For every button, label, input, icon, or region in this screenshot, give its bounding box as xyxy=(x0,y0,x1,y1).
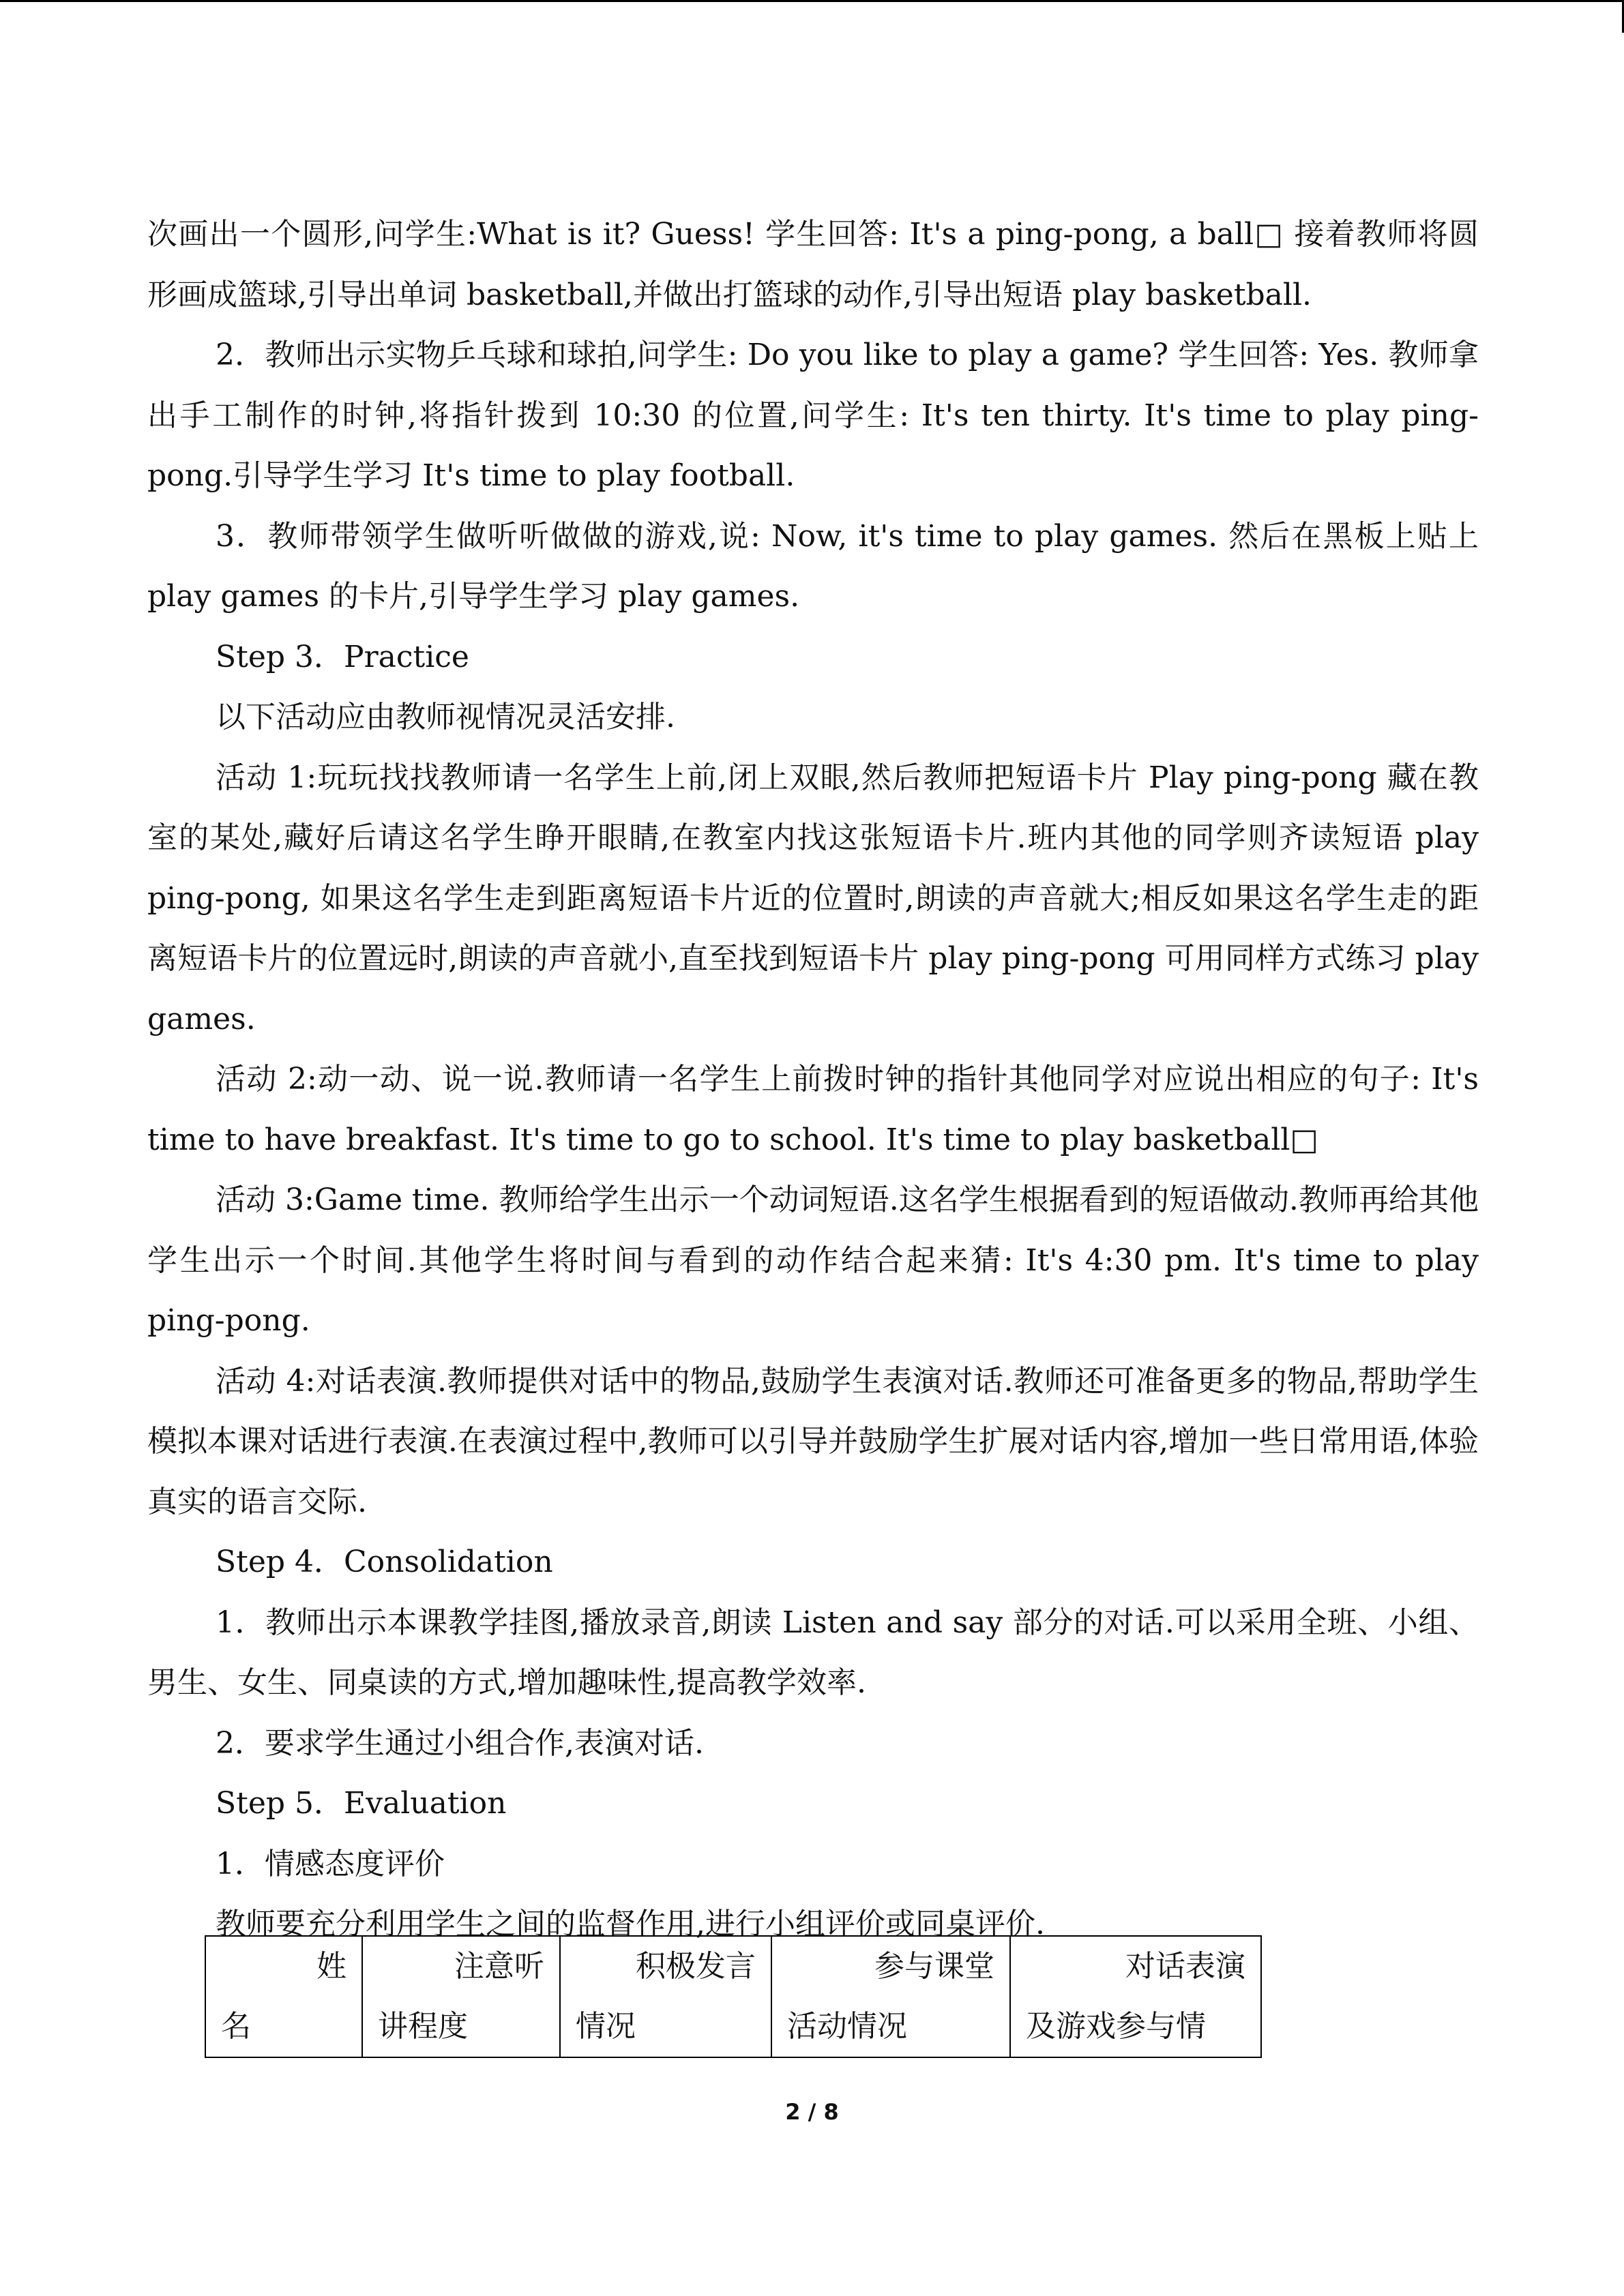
top-border-line xyxy=(0,0,1624,2)
table-header-cell-performance: 对话表演 及游戏参与情 xyxy=(1010,1936,1261,2057)
paragraph-step2-item2: 2．教师出示实物乒乓球和球拍,问学生: Do you like to play a game? 学生回答: Yes. 教师拿出手工制作的时钟,将指针拨到 10:30 的位置,问学生: It's ten thirty. It's time to play ping-pong.引导学生学习 It's time to play football. xyxy=(147,338,1479,493)
paragraph-evaluation-note: 教师要充分利用学生之间的监督作用,进行小组评价或同桌评价. xyxy=(216,1907,1045,1941)
table-header-cell-participation: 参与课堂 活动情况 xyxy=(771,1936,1010,2057)
paragraph-intro-continuation: 次画出一个圆形,问学生:What is it? Guess! 学生回答: It's a ping-pong, a ball□ 接着教师将圆形画成篮球,引导出单词 basketball,并做出打篮球的动作,引导出短语 play basketball. xyxy=(147,217,1479,312)
table-header-cell-speaking: 积极发言 情况 xyxy=(560,1936,771,2057)
paragraph-activity-1: 活动 1:玩玩找找教师请一名学生上前,闭上双眼,然后教师把短语卡片 Play ping-pong 藏在教室的某处,藏好后请这名学生睁开眼睛,在教室内找这张短语卡片.班内其他的同学则齐读短语 play ping-pong, 如果这名学生走到距离短语卡片近的位置时,朗读的声音就大;相反如果这名学生走的距离短语卡片的位置远时,朗读的声音就小,直至找到短语卡片 play ping-pong 可用同样方式练习 play games. xyxy=(147,760,1479,1037)
table-header-cell-attention: 注意听 讲程度 xyxy=(362,1936,560,2057)
paragraph-activity-3: 活动 3:Game time. 教师给学生出示一个动词短语.这名学生根据看到的短语做动.教师再给其他学生出示一个时间.其他学生将时间与看到的动作结合起来猜: It's 4:30 pm. It's time to play ping-pong. xyxy=(147,1182,1479,1338)
paragraph-step2-item3: 3．教师带领学生做听听做做的游戏,说: Now, it's time to play games. 然后在黑板上贴上 play games 的卡片,引导学生学习 play games. xyxy=(147,518,1479,614)
heading-step5-evaluation: Step 5．Evaluation xyxy=(216,1786,507,1821)
page-number: 2 / 8 xyxy=(785,2099,839,2125)
heading-step4-consolidation: Step 4．Consolidation xyxy=(216,1545,553,1579)
paragraph-consolidation-1: 1．教师出示本课教学挂图,播放录音,朗读 Listen and say 部分的对话.可以采用全班、小组、男生、女生、同桌读的方式,增加趣味性,提高教学效率. xyxy=(147,1605,1479,1700)
paragraph-consolidation-2: 2．要求学生通过小组合作,表演对话. xyxy=(216,1725,704,1761)
evaluation-table xyxy=(205,1935,1262,2058)
table-header-row xyxy=(205,1936,1261,2057)
document-body xyxy=(147,205,1479,1955)
paragraph-activity-2: 活动 2:动一动、说一说.教师请一名学生上前拨时钟的指针其他同学对应说出相应的句子: It's time to have breakfast. It's time to go to school. It's time to play basketball□ xyxy=(147,1062,1479,1157)
paragraph-practice-note: 以下活动应由教师视情况灵活安排. xyxy=(216,700,675,734)
paragraph-activity-4: 活动 4:对话表演.教师提供对话中的物品,鼓励学生表演对话.教师还可准备更多的物品,帮助学生模拟本课对话进行表演.在表演过程中,教师可以引导并鼓励学生扩展对话内容,增加一些日常用语,体验真实的语言交际. xyxy=(147,1363,1479,1519)
table-header-cell-name: 姓 名 xyxy=(205,1936,362,2057)
paragraph-evaluation-1: 1．情感态度评价 xyxy=(216,1846,445,1881)
heading-step3-practice: Step 3．Practice xyxy=(216,639,469,674)
